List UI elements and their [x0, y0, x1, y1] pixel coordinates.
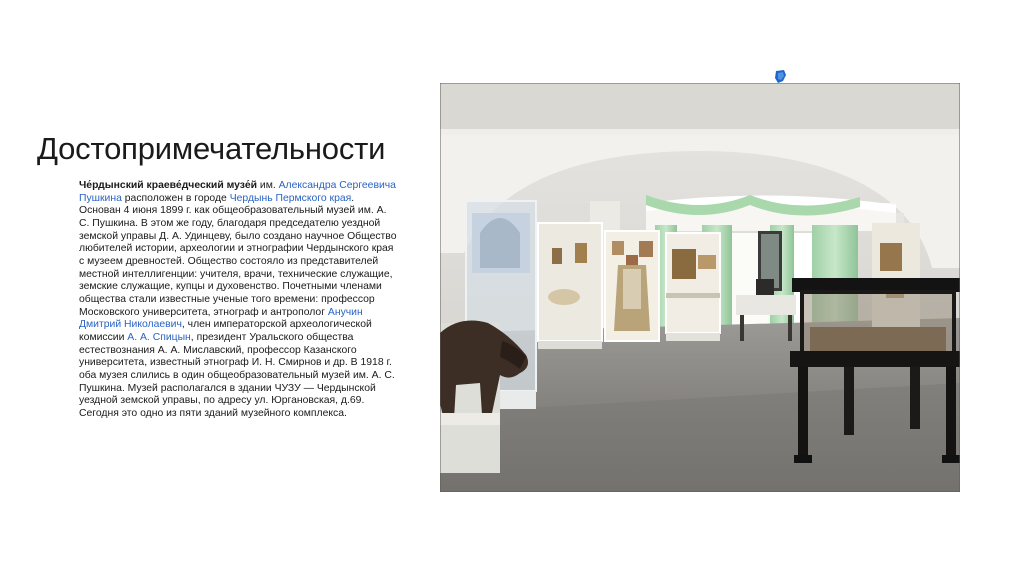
slide-body-text	[79, 180, 397, 420]
slide-title: Достопримечательности	[37, 131, 386, 166]
link-spitsyn[interactable]: А. А. Спицын	[127, 331, 191, 343]
link-anuchin[interactable]: Анучин Дмитрий Николаевич	[79, 306, 363, 331]
link-pushkin[interactable]: Александра Сергеевича Пушкина	[79, 180, 396, 204]
link-cherdyn[interactable]: Чердынь Пермского края	[229, 192, 352, 204]
body-text-segment: расположен в городе	[121, 192, 230, 204]
body-text-segment: , президент Уральского общества естествознания А. А. Миславский, профессор Казанского университета, известный этнограф И. Н. Смирнов и др. В 1918 г. оба музея слились в один общеобразовательный музей им. А. С. Пушкина. Музей располагался в здании ЧУЗУ — Чердынской уездной земской управы, по адресу ул. Юргановская, д.69. Сегодня это одно из пяти зданий музейного комплекса.	[79, 331, 395, 419]
body-text-segment: . Основан 4 июня 1899 г. как общеобразовательный музей им. А. С. Пушкина. В этом же году, благодаря председателю уездной земской управы Д. А. Удинцеву, было создано научное Общество любителей истории, археологии и этнографии Чердынского края с музеем древностей. Общество состояло из представителей местной интеллигенции: учителя, врачи, технические служащие, земские служащие, купцы и духовенство. Почетными членами общества стали известные ученые того времени: профессор Московского университета, этнограф и антрополог	[79, 192, 397, 318]
museum-name-bold: Че́рдынский краеве́дческий музе́й	[79, 180, 257, 191]
body-text-segment: им.	[257, 180, 279, 191]
museum-interior-photo	[440, 83, 960, 492]
body-text-segment: , член императорской археологической комиссии	[79, 319, 372, 343]
